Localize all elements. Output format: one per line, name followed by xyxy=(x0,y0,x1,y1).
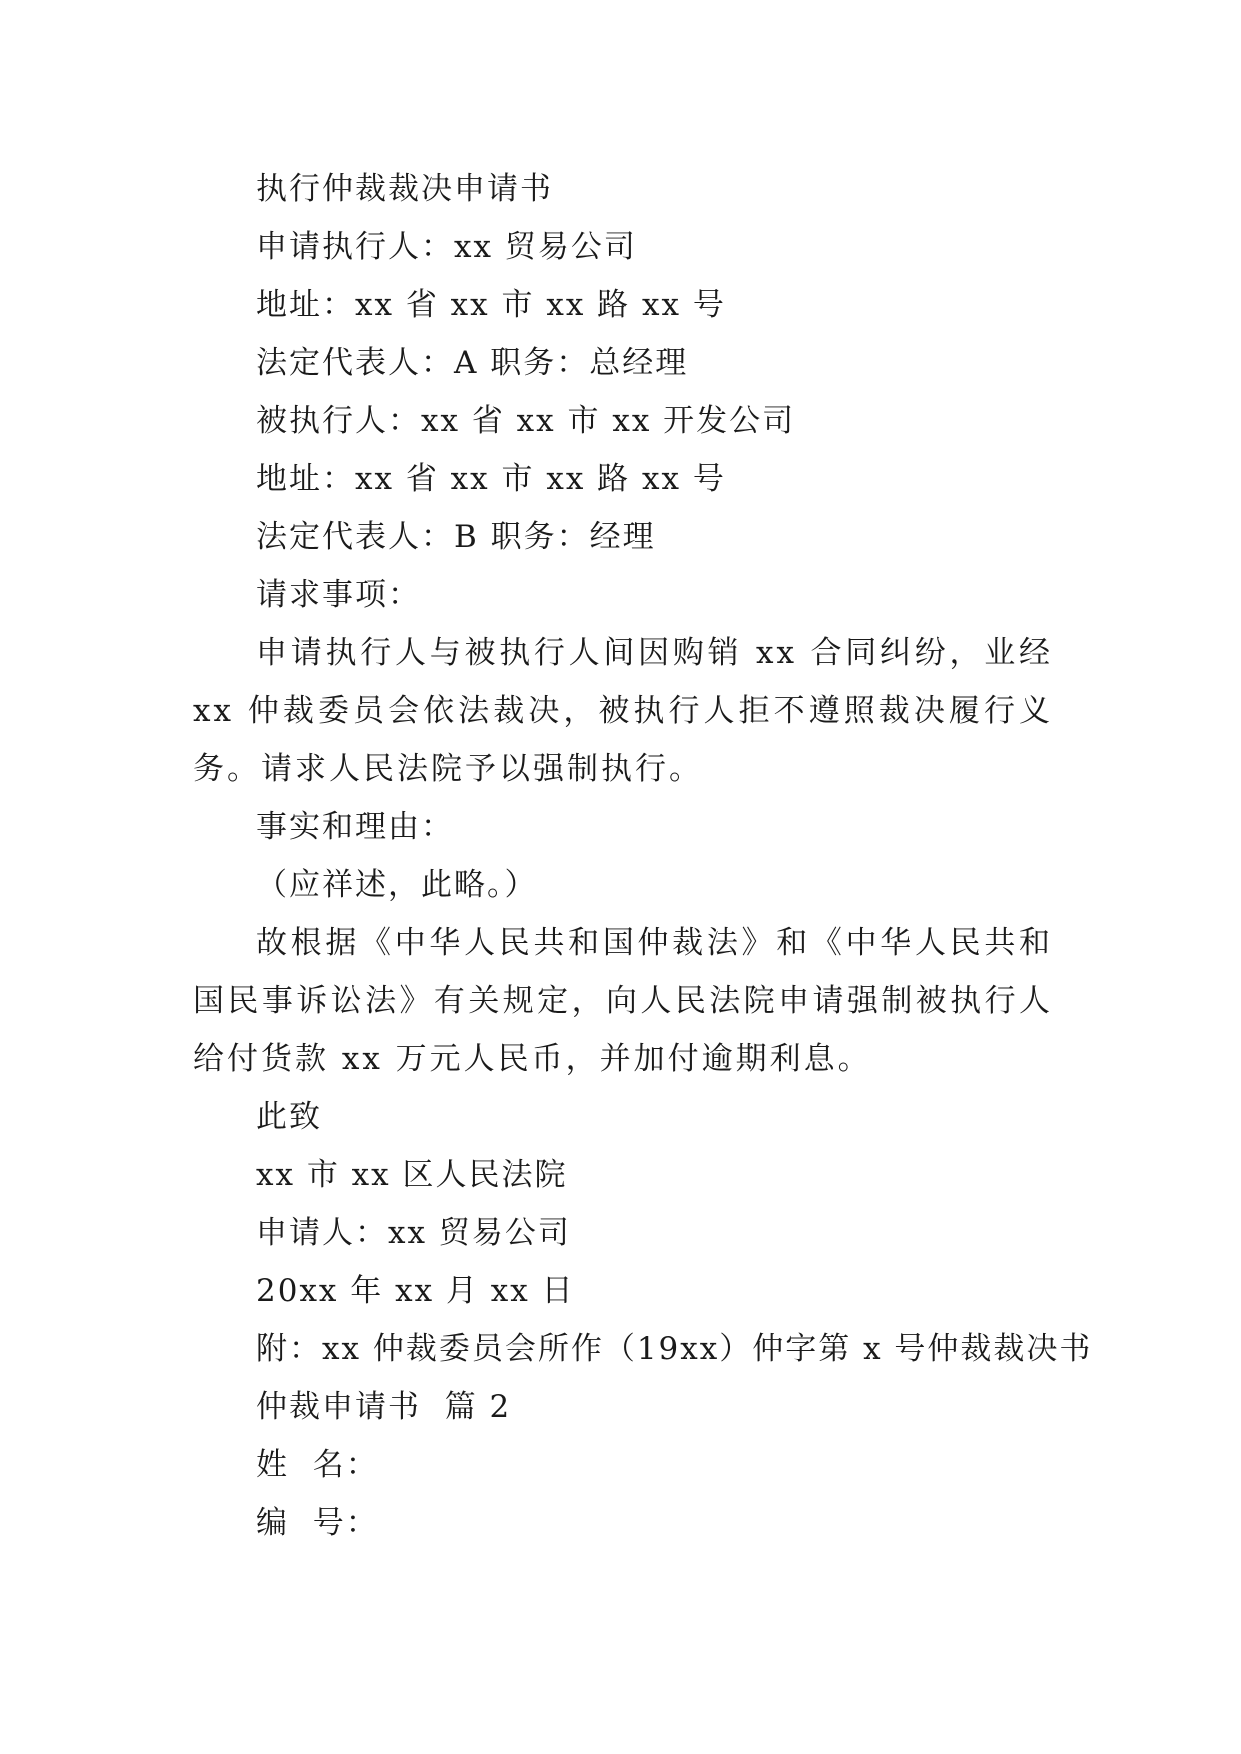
name-field-label: 姓 名： xyxy=(256,1447,379,1483)
claims-heading: 请求事项： xyxy=(256,577,421,613)
court-line: xx 市 xx 区人民法院 xyxy=(256,1157,568,1193)
signature-line: 申请人：xx 贸易公司 xyxy=(256,1215,571,1251)
facts-note: （应祥述，此略。） xyxy=(256,867,538,903)
applicant-line: 申请执行人：xx 贸易公司 xyxy=(256,229,637,265)
date-line: 20xx 年 xx 月 xx 日 xyxy=(256,1273,575,1309)
facts-heading: 事实和理由： xyxy=(256,809,454,845)
respondent-address-line: 地址：xx 省 xx 市 xx 路 xx 号 xyxy=(256,461,726,497)
applicant-address-line: 地址：xx 省 xx 市 xx 路 xx 号 xyxy=(256,287,726,323)
salutation-line: 此致 xyxy=(256,1099,322,1135)
document-title: 执行仲裁裁决申请书 xyxy=(256,171,553,207)
respondent-representative-line: 法定代表人：B 职务：经理 xyxy=(256,519,656,555)
applicant-representative-line: 法定代表人：A 职务：总经理 xyxy=(256,345,689,381)
legal-basis-paragraph: 故根据《中华人民共和国仲裁法》和《中华人民共和国民事诉讼法》有关规定，向人民法院申请强制被执行人给付货款 xx 万元人民币，并加付逾期利息。 xyxy=(193,925,1053,1077)
next-section-title: 仲裁申请书 篇 2 xyxy=(256,1389,512,1425)
number-field-label: 编 号： xyxy=(256,1505,379,1541)
claims-paragraph: 申请执行人与被执行人间因购销 xx 合同纠纷，业经 xx 仲裁委员会依法裁决，被执行人拒不遵照裁决履行义务。请求人民法院予以强制执行。 xyxy=(193,635,1053,787)
document-body xyxy=(193,160,1093,1552)
respondent-line: 被执行人：xx 省 xx 市 xx 开发公司 xyxy=(256,403,796,439)
attachment-line: 附：xx 仲裁委员会所作（19xx）仲字第 x 号仲裁裁决书 xyxy=(256,1331,1093,1367)
